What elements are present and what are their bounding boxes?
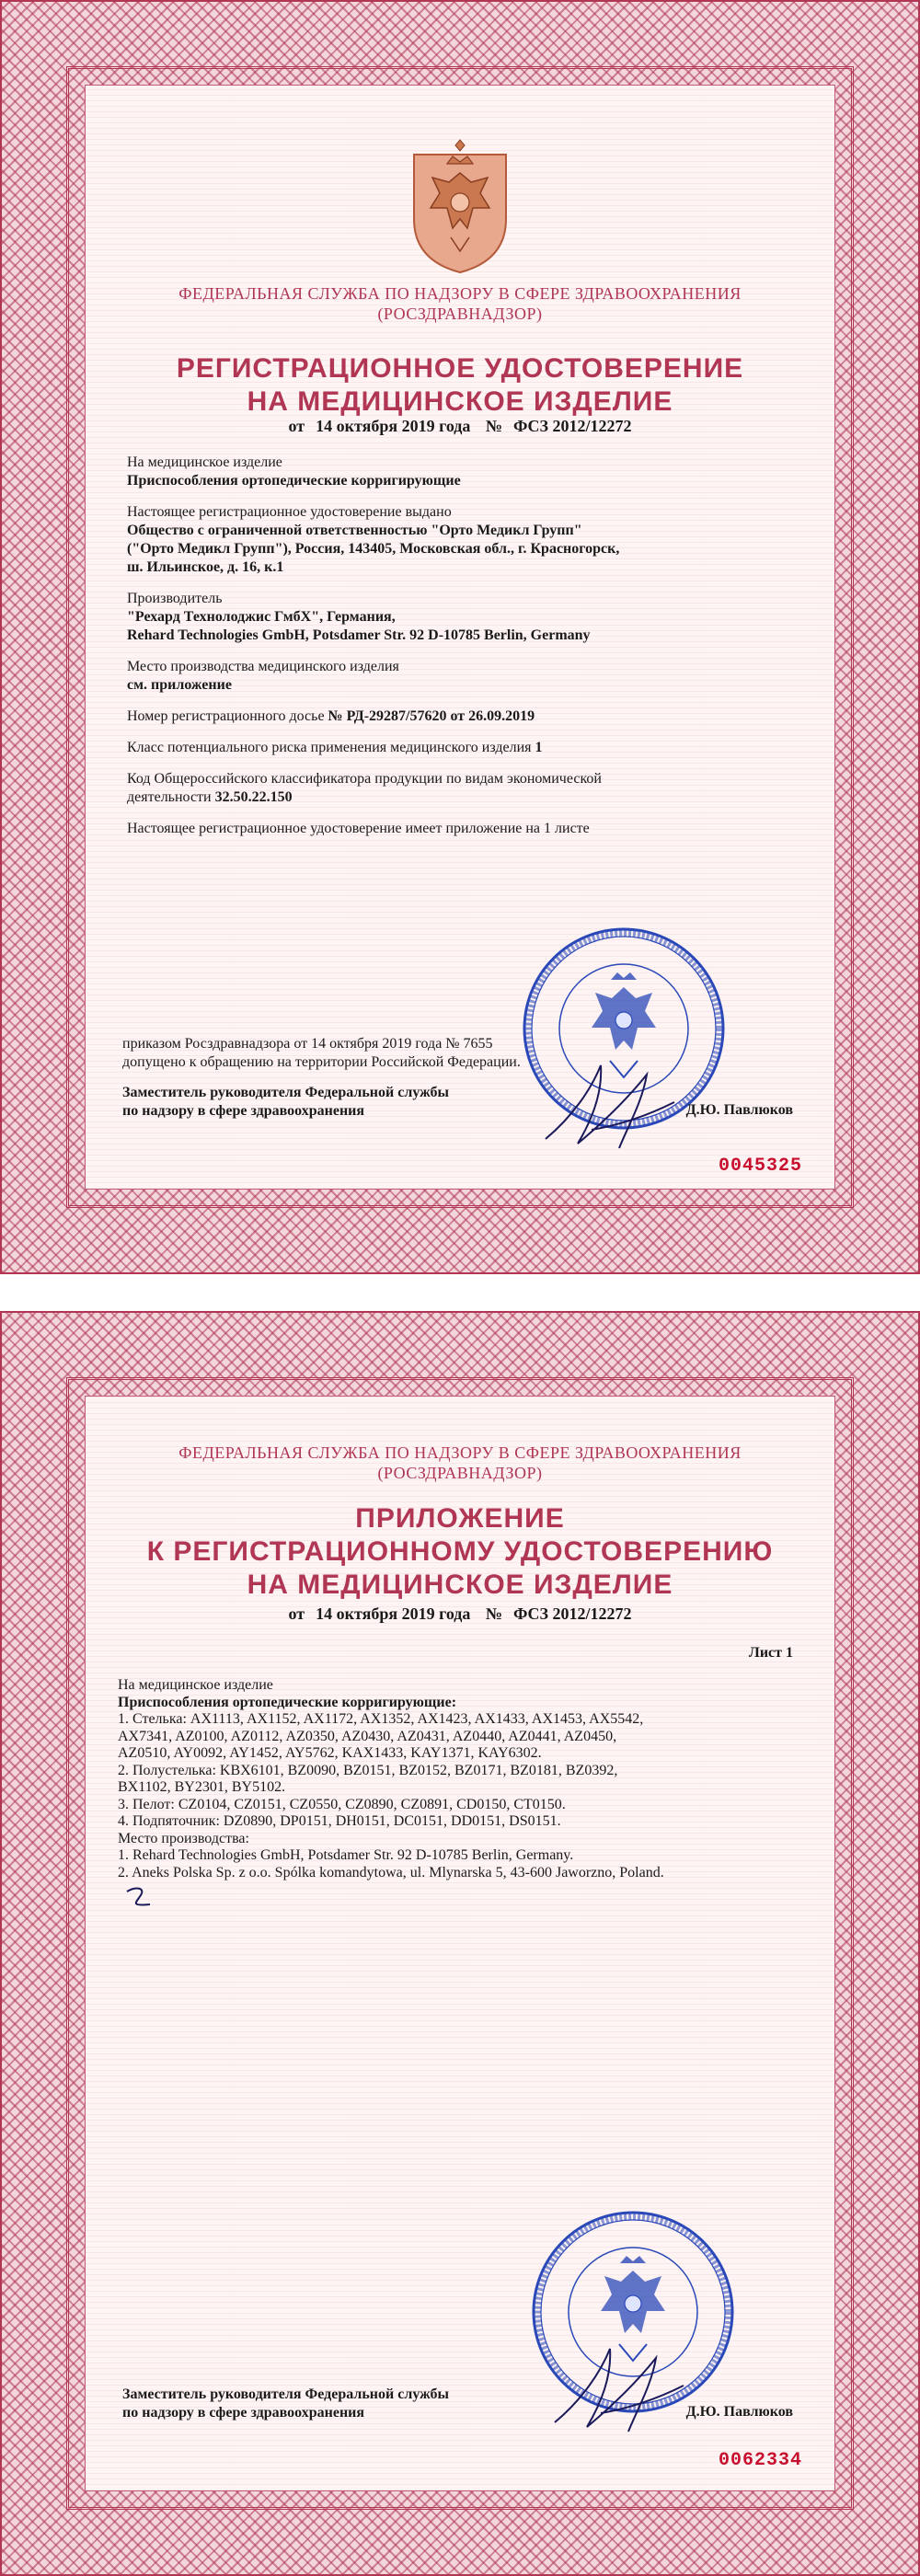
coat-of-arms-icon — [405, 136, 515, 274]
signature-icon — [536, 1052, 684, 1153]
list-item: AX7341, AZ0100, AZ0112, AZ0350, AZ0430, AZ0431, AZ0440, AZ0441, AZ0450, — [118, 1728, 617, 1744]
okpd-label: Код Общероссийского классификатора продукции по видам экономической — [127, 771, 602, 787]
device-name: Приспособления ортопедические корригирующие — [127, 473, 461, 489]
okpd-value: 32.50.22.150 — [214, 789, 293, 805]
sheet-number: Лист 1 — [748, 1645, 793, 1661]
device-label: На медицинское изделие — [118, 1677, 273, 1693]
certificate-details — [127, 454, 793, 851]
risk-label: Класс потенциального риска применения медицинского изделия — [127, 740, 532, 755]
place-value: см. приложение — [127, 677, 232, 693]
number-sign: № — [485, 417, 502, 435]
page-title — [86, 352, 834, 419]
issue-date: 14 октября 2019 года — [316, 417, 471, 435]
appendix-sheet — [0, 1311, 920, 2576]
certificate-body — [85, 85, 835, 1190]
manufacturer-label: Производитель — [127, 591, 223, 606]
list-item: 2. Полустелька: KBX6101, BZ0090, BZ0151, BZ0152, BZ0171, BZ0181, BZ0392, — [118, 1762, 618, 1778]
appendix-details — [118, 1677, 802, 1881]
signer-line: Заместитель руководителя Федеральной службы — [122, 2386, 449, 2402]
order-statement — [122, 1035, 521, 1072]
signer-name: Д.Ю. Павлюков — [685, 1102, 793, 1118]
signature-icon — [546, 2335, 693, 2436]
appendix-body — [85, 1396, 835, 2491]
list-item: 1. Стелька: AX1113, AX1152, AX1172, AX1352, AX1423, AX1433, AX1453, AX5542, — [118, 1711, 644, 1727]
certificate-sheet — [0, 0, 920, 1274]
signer-title — [122, 2386, 449, 2422]
list-item: 2. Aneks Polska Sp. z o.o. Spólka komandytowa, ul. Mlynarska 5, 43-600 Jaworzno, Poland. — [118, 1864, 664, 1880]
title-line: НА МЕДИЦИНСКОЕ ИЗДЕЛИЕ — [247, 1570, 673, 1600]
place-label: Место производства медицинского изделия — [127, 659, 399, 674]
signer-line: по надзору в сфере здравоохранения — [122, 2405, 365, 2421]
date-prefix: от — [288, 417, 305, 435]
issued-label: Настоящее регистрационное удостоверение выдано — [127, 504, 452, 520]
holder-line: ш. Ильинское, д. 16, к.1 — [127, 559, 284, 575]
title-line: РЕГИСТРАЦИОННОЕ УДОСТОВЕРЕНИЕ — [176, 353, 744, 384]
page-title — [86, 1502, 834, 1602]
date-prefix: от — [288, 1604, 305, 1623]
title-line: НА МЕДИЦИНСКОЕ ИЗДЕЛИЕ — [247, 386, 673, 417]
list-item: 1. Rehard Technologies GmbH, Potsdamer Str. 92 D-10785 Berlin, Germany. — [118, 1847, 574, 1863]
initials-mark-icon — [122, 1884, 159, 1912]
agency-abbr: (РОСЗДРАВНАДЗОР) — [377, 1464, 543, 1482]
list-item: AZ0510, AY0092, AY1452, AY5762, KAX1433, KAY1371, KAY6302. — [118, 1745, 542, 1761]
order-line: допущено к обращению на территории Российской Федерации. — [122, 1054, 521, 1070]
serial-number: 0062334 — [718, 2450, 802, 2471]
agency-name — [86, 283, 834, 324]
list-item: Место производства: — [118, 1830, 249, 1846]
device-label: На медицинское изделие — [127, 454, 282, 470]
date-number-line — [86, 1604, 834, 1624]
number-sign: № — [485, 1604, 502, 1623]
okpd-label: деятельности — [127, 789, 212, 805]
list-item: 4. Подпяточник: DZ0890, DP0151, DH0151, DC0151, DD0151, DS0151. — [118, 1813, 561, 1829]
agency-line: ФЕДЕРАЛЬНАЯ СЛУЖБА ПО НАДЗОРУ В СФЕРЕ ЗДРАВООХРАНЕНИЯ — [178, 1443, 742, 1462]
agency-name — [86, 1443, 834, 1483]
signer-line: по надзору в сфере здравоохранения — [122, 1103, 365, 1119]
certificate-number: ФСЗ 2012/12272 — [513, 417, 632, 435]
manufacturer-line: Rehard Technologies GmbH, Potsdamer Str. 92 D-10785 Berlin, Germany — [127, 627, 591, 643]
risk-value: 1 — [535, 740, 543, 755]
holder-line: Общество с ограниченной ответственностью "Орто Медикл Групп" — [127, 523, 582, 538]
signer-name: Д.Ю. Павлюков — [685, 2404, 793, 2420]
list-item: BX1102, BY2301, BY5102. — [118, 1779, 286, 1795]
holder-line: ("Орто Медикл Групп"), Россия, 143405, Московская обл., г. Красногорск, — [127, 541, 620, 557]
issue-date: 14 октября 2019 года — [316, 1604, 471, 1623]
agency-abbr: (РОСЗДРАВНАДЗОР) — [377, 305, 543, 323]
appendix-note: Настоящее регистрационное удостоверение имеет приложение на 1 листе — [127, 821, 590, 836]
dossier-value: № РД-29287/57620 от 26.09.2019 — [328, 708, 535, 724]
signer-line: Заместитель руководителя Федеральной службы — [122, 1085, 449, 1100]
dossier-label: Номер регистрационного досье — [127, 708, 325, 724]
serial-number: 0045325 — [718, 1156, 802, 1177]
order-line: приказом Росздравнадзора от 14 октября 2019 года № 7655 — [122, 1036, 493, 1052]
device-name: Приспособления ортопедические корригирующие: — [118, 1694, 457, 1710]
signer-title — [122, 1084, 449, 1121]
title-line: К РЕГИСТРАЦИОННОМУ УДОСТОВЕРЕНИЮ — [146, 1536, 774, 1567]
manufacturer-line: "Рехард Технолоджис ГмбХ", Германия, — [127, 609, 396, 625]
title-line: ПРИЛОЖЕНИЕ — [355, 1503, 565, 1534]
agency-line: ФЕДЕРАЛЬНАЯ СЛУЖБА ПО НАДЗОРУ В СФЕРЕ ЗДРАВООХРАНЕНИЯ — [178, 284, 742, 303]
certificate-number: ФСЗ 2012/12272 — [513, 1604, 632, 1623]
date-number-line — [86, 417, 834, 436]
list-item: 3. Пелот: CZ0104, CZ0151, CZ0550, CZ0890, CZ0891, CD0150, CT0150. — [118, 1796, 566, 1812]
